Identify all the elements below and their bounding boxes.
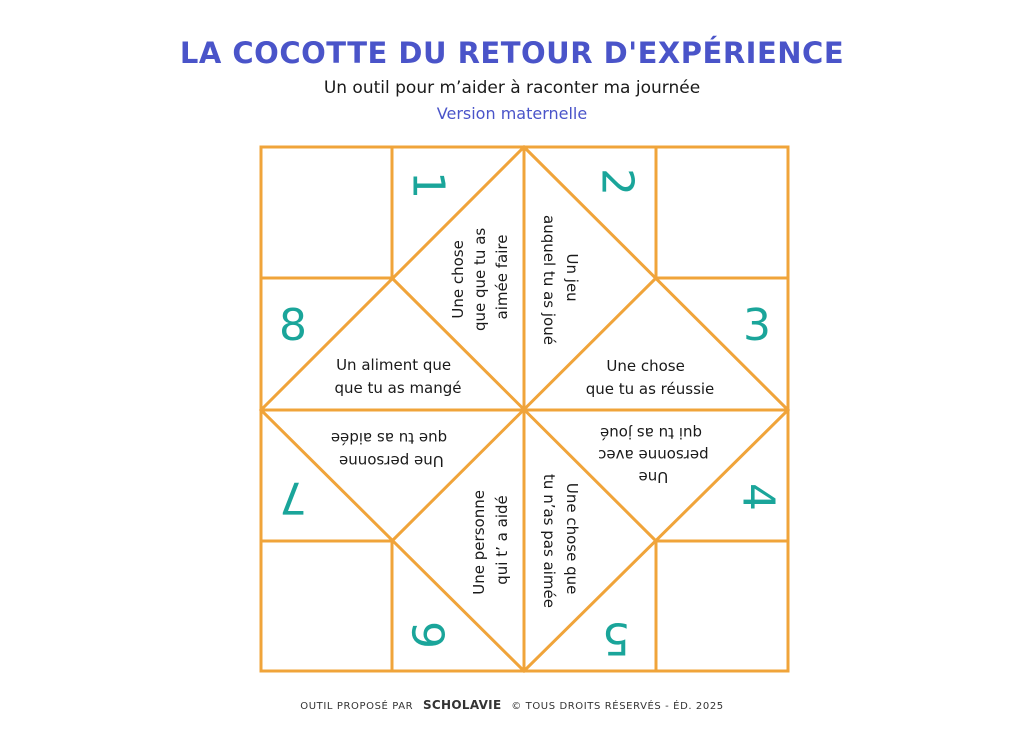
prompt-7 xyxy=(331,429,447,470)
prompt-3 xyxy=(586,357,715,398)
number-1: 1 xyxy=(402,171,454,199)
version-label: Version maternelle xyxy=(436,104,588,123)
prompt-1 xyxy=(449,223,511,331)
prompt-1-line: aimée faire xyxy=(493,234,511,320)
prompt-2-line: Un jeu xyxy=(563,253,581,302)
footer xyxy=(0,698,1024,712)
prompt-4-line: qui tu as joué xyxy=(600,424,702,442)
prompt-5-line: Une chose que xyxy=(563,482,581,595)
number-6: 6 xyxy=(404,621,456,649)
footer-prefix: OUTIL PROPOSÉ PAR xyxy=(300,701,414,712)
prompt-6 xyxy=(470,485,511,594)
number-7: 7 xyxy=(279,471,307,523)
prompt-4-line: personne avec xyxy=(598,446,709,464)
prompt-4-line: Une xyxy=(638,468,669,486)
number-8: 8 xyxy=(279,300,307,351)
prompt-5 xyxy=(540,474,581,608)
number-4: 4 xyxy=(732,483,784,511)
prompt-5-line: tu n’as pas aimée xyxy=(540,474,558,608)
prompt-1-line: Une chose xyxy=(449,240,467,319)
number-3: 3 xyxy=(743,300,771,351)
prompt-2 xyxy=(540,215,581,345)
prompt-8-line: Un aliment que xyxy=(336,356,452,374)
page-title: LA COCOTTE DU RETOUR D'EXPÉRIENCE xyxy=(179,36,845,70)
prompt-6-line: qui t’ a aidé xyxy=(493,495,511,585)
prompt-1-line: que que tu as xyxy=(471,227,489,331)
prompt-7-line: Une personne xyxy=(339,452,444,470)
prompt-3-line: Une chose xyxy=(606,357,685,375)
page-subtitle: Un outil pour m’aider à raconter ma journée xyxy=(323,78,701,98)
prompt-7-line: que tu as aidée xyxy=(330,429,448,447)
prompt-8 xyxy=(334,356,461,397)
prompt-2-line: auquel tu as joué xyxy=(540,215,558,345)
number-2: 2 xyxy=(591,168,643,196)
footer-copyright: © TOUS DROITS RÉSERVÉS - ÉD. 2025 xyxy=(511,701,724,712)
number-5: 5 xyxy=(602,612,630,664)
brand-logo: SCHOLAVIE xyxy=(422,698,502,712)
prompt-8-line: que tu as mangé xyxy=(334,379,462,397)
prompt-3-line: que tu as réussie xyxy=(585,380,715,398)
prompt-6-line: Une personne xyxy=(470,490,488,595)
prompt-4 xyxy=(593,424,708,486)
